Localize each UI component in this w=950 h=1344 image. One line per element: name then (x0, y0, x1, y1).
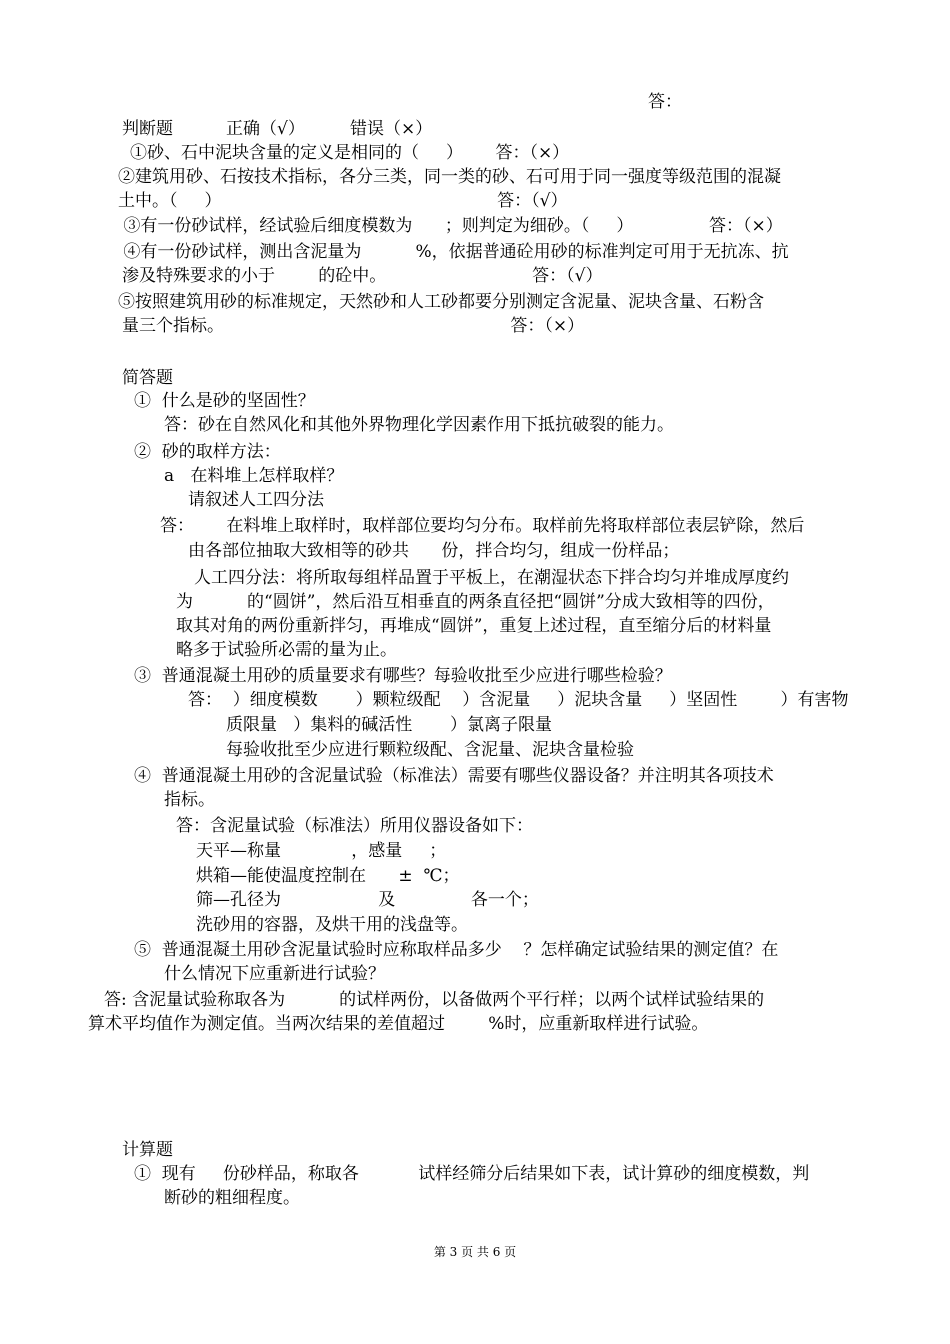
top-answer-label: 答： (648, 92, 682, 112)
judgment-line: 量三个指标。 答：（×） (122, 316, 585, 336)
question-line: a 在料堆上怎样取样？ (164, 466, 344, 486)
question-line: ② 砂的取样方法： (134, 442, 281, 462)
answer-line: 天平—称量 ，感量 ； (196, 841, 447, 861)
judgment-line: ④有一份砂试样，测出含泥量为 %，依据普通砼用砂的标准判定可用于无抗冻、抗 (118, 242, 789, 262)
answer-line: 烘箱—能使温度控制在 ± ℃； (196, 866, 460, 886)
question-line: ① 什么是砂的坚固性？ (134, 391, 315, 411)
question-line: 什么情况下应重新进行试验？ (164, 964, 385, 984)
question-line: ④ 普通混凝土用砂的含泥量试验（标准法）需要有哪些仪器设备？并注明其各项技术 (134, 766, 774, 786)
question-line: 指标。 (164, 790, 215, 810)
question-line: 请叙述人工四分法 (188, 490, 324, 510)
answer-line: 由各部位抽取大致相等的砂共 份，拌合均匀，组成一份样品； (188, 541, 680, 561)
judgment-line: 土中。（ ） 答：（√） (118, 191, 568, 211)
question-line: ⑤ 普通混凝土用砂含泥量试验时应称取样品多少 ？怎样确定试验结果的测定值？在 (134, 940, 779, 960)
answer-line: 筛—孔径为 及 各一个； (196, 890, 539, 910)
answer-line: 答: 含泥量试验称取各为 的试样两份，以备做两个平行样；以两个试样试验结果的 (104, 990, 765, 1010)
question-line: 断砂的粗细程度。 (164, 1188, 300, 1208)
answer-line: 质限量 ）集料的碱活性 ）氯离子限量 (226, 715, 553, 735)
answer-line: 取其对角的两份重新拌匀，再堆成“圆饼”，重复上述过程，直至缩分后的材料量 (176, 616, 772, 636)
answer-line: 每验收批至少应进行颗粒级配、含泥量、泥块含量检验 (226, 740, 634, 760)
judgment-heading: 判断题 (122, 119, 173, 139)
calculation-heading: 计算题 (122, 1140, 173, 1160)
judgment-correct-label: 正确（√） (226, 119, 305, 139)
answer-line: 为 的“圆饼”，然后沿互相垂直的两条直径把“圆饼”分成大致相等的四份， (176, 592, 775, 612)
judgment-line: ③有一份砂试样，经试验后细度模数为 ；则判定为细砂。（ ） 答：（×） (118, 216, 783, 236)
answer-line: 洗砂用的容器，及烘干用的浅盘等。 (196, 915, 468, 935)
judgment-line: ②建筑用砂、石按技术指标，各分三类，同一类的砂、石可用于同一强度等级范围的混凝 (118, 167, 781, 187)
short-answer-heading: 简答题 (122, 368, 173, 388)
answer-line: 略多于试验所必需的量为止。 (176, 640, 397, 660)
answer-line: 答： ）细度模数 ）颗粒级配 ）含泥量 ）泥块含量 ）坚固性 ）有害物 (188, 690, 849, 710)
question-line: ③ 普通混凝土用砂的质量要求有哪些？每验收批至少应进行哪些检验？ (134, 666, 672, 686)
judgment-line: ①砂、石中泥块含量的定义是相同的（ ） 答：（×） (130, 143, 570, 163)
answer-line: 答：含泥量试验（标准法）所用仪器设备如下： (176, 816, 533, 836)
judgment-line: ⑤按照建筑用砂的标准规定，天然砂和人工砂都要分别测定含泥量、泥块含量、石粉含 (118, 292, 764, 312)
page-footer: 第 3 页 共 6 页 (433, 1245, 517, 1259)
question-line: ① 现有 份砂样品，称取各 试样经筛分后结果如下表，试计算砂的细度模数，判 (134, 1164, 810, 1184)
answer-line: 答： 在料堆上取样时，取样部位要均匀分布。取样前先将取样部位表层铲除，然后 (160, 516, 805, 536)
answer-line: 答：砂在自然风化和其他外界物理化学因素作用下抵抗破裂的能力。 (164, 415, 674, 435)
answer-line: 算术平均值作为测定值。当两次结果的差值超过 %时，应重新取样进行试验。 (88, 1014, 709, 1034)
judgment-line: 渗及特殊要求的小于 的砼中。 答：（√） (122, 266, 603, 286)
judgment-wrong-label: 错误（×） (350, 119, 433, 139)
answer-line: 人工四分法：将所取每组样品置于平板上，在潮湿状态下拌合均匀并堆成厚度约 (194, 568, 789, 588)
